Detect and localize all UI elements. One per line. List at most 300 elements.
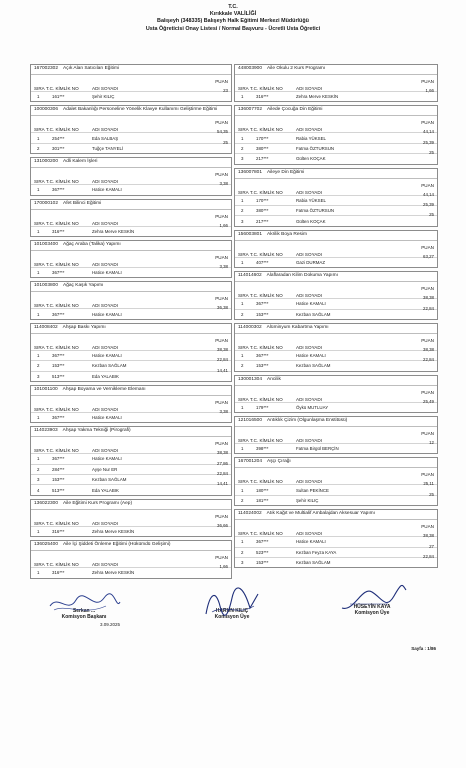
- cell-puan: 23: [223, 88, 228, 93]
- cell-tc: 153***: [256, 363, 269, 369]
- table-header: [31, 400, 231, 412]
- course-code: 136007801: [238, 169, 263, 175]
- cell-sira: 1: [37, 270, 40, 276]
- course-box: [30, 157, 232, 195]
- course-box: [234, 230, 438, 268]
- header-puan: PUAN: [215, 296, 228, 302]
- cell-name: Zehra Merve KESKİN: [296, 94, 339, 100]
- course-code: 101001100: [34, 386, 58, 392]
- table-header: [235, 120, 437, 135]
- cell-puan: 54,35: [217, 129, 228, 135]
- cell-tc: 170***: [256, 135, 269, 141]
- course-box: [30, 64, 232, 102]
- table-row: [235, 201, 437, 218]
- cell-puan: 38,38: [423, 295, 434, 301]
- cell-tc: 316***: [52, 228, 65, 234]
- course-box: [234, 375, 438, 413]
- cell-name: Zehra Merve KESKİN: [92, 570, 135, 576]
- cell-name: Şehir KILIÇ: [92, 94, 115, 100]
- cell-tc: 180***: [256, 487, 269, 493]
- course-name: Akrilik Boya Resim: [267, 231, 307, 237]
- table-row: [31, 471, 231, 487]
- cell-sira: 1: [37, 529, 40, 535]
- table-header: [31, 255, 231, 267]
- cell-tc: 153***: [52, 363, 65, 369]
- cell-sira: 2: [241, 145, 244, 151]
- header-tc: T.C. KİMLİK NO: [250, 531, 283, 537]
- header-tc: T.C. KİMLİK NO: [46, 520, 79, 526]
- course-code: 114000302: [238, 324, 262, 330]
- course-box: [30, 323, 232, 382]
- header-ad: ADI SOYADI: [296, 479, 322, 485]
- header-ad: ADI SOYADI: [92, 86, 118, 91]
- course-title: [31, 427, 231, 437]
- cell-tc: 217***: [256, 156, 269, 162]
- course-name: Afet Bilinci Eğitimi: [63, 200, 102, 206]
- header-tc: T.C. KİMLİK NO: [250, 344, 283, 350]
- header-ad: ADI SOYADI: [92, 520, 118, 526]
- cell-puan: 12: [429, 440, 434, 446]
- cell-sira: 1: [37, 228, 40, 234]
- course-name: Ağaç Araba (Talika) Yapımı: [63, 241, 121, 247]
- course-code: 114014602: [238, 273, 262, 279]
- course-name: Aileye Din Eğitimi: [267, 169, 305, 175]
- course-code: 448003900: [238, 66, 263, 71]
- course-title: [31, 282, 231, 292]
- signature-member-1: [192, 596, 272, 620]
- cell-sira: 3: [37, 477, 40, 483]
- header-tc: T.C. KİMLİK NO: [46, 220, 79, 226]
- cell-name: Kezban SAĞLAM: [296, 560, 331, 566]
- header-ad: ADI SOYADI: [296, 344, 322, 350]
- course-title: [235, 458, 437, 468]
- header-ad: ADI SOYADI: [296, 86, 322, 91]
- cell-tc: 316***: [256, 94, 269, 100]
- cell-puan: 44,14: [423, 191, 434, 197]
- cell-puan: 25,11: [423, 481, 434, 487]
- course-box: [30, 540, 232, 578]
- table-header: [235, 338, 437, 350]
- course-title: [31, 324, 231, 334]
- table-row: [31, 481, 231, 494]
- header-puan: PUAN: [215, 213, 228, 219]
- course-code: 114008402: [34, 324, 58, 330]
- table-header: [235, 79, 437, 91]
- cell-puan: 25,49: [423, 398, 434, 404]
- cell-name: Eda YALABIK: [92, 373, 119, 379]
- cell-sira: 1: [37, 135, 40, 141]
- course-title: [31, 541, 231, 551]
- cell-sira: 2: [37, 363, 40, 369]
- cell-name: Gazi DURMAZ: [296, 259, 326, 265]
- course-box: [234, 457, 438, 506]
- header-tc: T.C. KİMLİK NO: [250, 251, 283, 257]
- cell-sira: 3: [241, 560, 244, 566]
- header-line-1: T.C.: [228, 4, 238, 10]
- header-tc: T.C. KİMLİK NO: [250, 293, 283, 299]
- cell-sira: 2: [241, 208, 244, 214]
- header-line-3: Balışeyh (348335) Balışeyh Halk Eğitimi Merkezi Müdürlüğü: [157, 18, 309, 25]
- header-puan: PUAN: [215, 172, 228, 178]
- signature-icon: [332, 582, 412, 616]
- header-sira: SIRA: [34, 520, 45, 526]
- course-name: Alaflaradan Kilim Dokuma Yapımı: [266, 273, 338, 279]
- header-sira: SIRA: [34, 303, 45, 309]
- cell-puan: 3,38: [219, 263, 228, 269]
- course-box: [30, 281, 232, 319]
- table-row: [235, 139, 437, 156]
- cell-sira: 1: [37, 352, 40, 358]
- header-puan: PUAN: [421, 524, 434, 530]
- table-header: [31, 172, 231, 187]
- table-row: [235, 357, 437, 370]
- table-row: [235, 150, 437, 163]
- table-row: [31, 139, 231, 153]
- cell-tc: 367***: [52, 352, 65, 358]
- header-puan: PUAN: [215, 79, 228, 84]
- cell-tc: 367***: [256, 353, 269, 359]
- header-puan: PUAN: [215, 337, 228, 343]
- signature-member-1-name: HARUN KILIÇ: [215, 608, 249, 614]
- cell-tc: 513***: [52, 487, 65, 493]
- header-line-2: Kırıkkale VALİLİĞİ: [209, 11, 257, 18]
- header-ad: ADI SOYADI: [296, 251, 322, 257]
- course-box: [30, 385, 232, 423]
- header-sira: SIRA: [34, 448, 45, 454]
- cell-puan: 22,84: [423, 305, 434, 311]
- cell-puan: 1,66: [219, 564, 228, 570]
- course-title: [235, 376, 437, 386]
- cell-tc: 380***: [256, 145, 269, 151]
- cell-sira: 1: [241, 135, 244, 141]
- course-box: [30, 240, 232, 278]
- cell-puan: 3,38: [219, 181, 228, 187]
- cell-puan: 63,27: [423, 253, 434, 259]
- header-tc: T.C. KİMLİK NO: [46, 179, 79, 185]
- signature-chairman-role: Komisyon Başkanı: [61, 614, 107, 621]
- document-header: [0, 4, 466, 33]
- cell-sira: 1: [37, 456, 40, 462]
- course-code: 121016500: [238, 418, 263, 424]
- cell-tc: 181***: [256, 498, 269, 504]
- signature-icon: [192, 586, 272, 620]
- course-code: 100000306: [34, 107, 59, 113]
- cell-name: Hatice KAMALI: [92, 311, 122, 317]
- course-title: [31, 386, 231, 396]
- header-tc: T.C. KİMLİK NO: [46, 344, 79, 350]
- cell-name: Kezban SAĞLAM: [92, 477, 127, 483]
- cell-tc: 284***: [52, 466, 65, 472]
- cell-name: Kezban SAĞLAM: [296, 311, 331, 317]
- course-title: [31, 158, 231, 168]
- cell-sira: 1: [241, 539, 244, 545]
- cell-tc: 367***: [256, 301, 269, 307]
- signature-member-2: [332, 596, 412, 616]
- cell-sira: 1: [37, 415, 40, 421]
- page-number: Sayfa : 1/86: [411, 646, 436, 651]
- header-ad: ADI SOYADI: [92, 179, 118, 185]
- course-box: [234, 323, 438, 372]
- header-puan: PUAN: [421, 244, 434, 250]
- header-puan: PUAN: [215, 513, 228, 519]
- cell-tc: 254***: [52, 135, 65, 141]
- cell-puan: 27,86: [217, 460, 228, 466]
- cell-name: Tuğçe TANYELİ: [92, 145, 124, 151]
- header-puan: PUAN: [421, 337, 434, 343]
- cell-tc: 153***: [256, 560, 269, 566]
- course-title: [31, 200, 231, 210]
- cell-sira: 1: [241, 197, 244, 203]
- course-title: [235, 272, 437, 282]
- header-ad: ADI SOYADI: [296, 293, 322, 299]
- cell-name: Öykü MUTLUAY: [296, 404, 329, 410]
- cell-name: Hatice KAMALI: [92, 187, 122, 193]
- cell-sira: 1: [241, 446, 244, 452]
- header-sira: SIRA: [34, 261, 45, 267]
- table-row: [235, 491, 437, 505]
- cell-puan: 3,38: [219, 408, 228, 414]
- stamp-icon: [44, 592, 124, 621]
- course-title: [31, 241, 231, 251]
- course-title: [31, 500, 231, 510]
- table-header: [31, 296, 231, 311]
- cell-name: Hatice KAMALI: [296, 353, 326, 359]
- cell-sira: 3: [241, 218, 244, 224]
- course-name: Adli Kalem İşleri: [63, 159, 98, 165]
- course-code: 136007702: [238, 107, 263, 113]
- cell-sira: 1: [241, 404, 244, 410]
- header-tc: T.C. KİMLİK NO: [46, 303, 79, 309]
- course-name: Aile Okulu 2 Kurs Programı: [267, 66, 326, 71]
- header-tc: T.C. KİMLİK NO: [250, 396, 283, 402]
- cell-name: Hatice KAMALI: [92, 456, 122, 462]
- cell-puan: 14,41: [217, 367, 228, 373]
- cell-name: Fatma ÖZTURSUN: [296, 208, 335, 214]
- header-ad: ADI SOYADI: [296, 127, 322, 133]
- header-tc: T.C. KİMLİK NO: [46, 127, 79, 133]
- cell-name: Sultan PEKİNCE: [296, 487, 329, 493]
- cell-sira: 1: [37, 570, 40, 576]
- header-sira: SIRA: [238, 127, 249, 133]
- cell-puan: 44,14: [423, 129, 434, 135]
- course-box: [234, 64, 438, 102]
- cell-sira: 2: [241, 549, 244, 555]
- cell-puan: 25: [429, 212, 434, 218]
- header-puan: PUAN: [421, 182, 434, 188]
- course-name: Ahşap Baskı Yapımı: [62, 324, 106, 330]
- cell-tc: 217***: [256, 218, 269, 224]
- header-tc: T.C. KİMLİK NO: [46, 86, 79, 91]
- cell-puan: 22,84: [423, 357, 434, 363]
- left-column: [30, 64, 232, 582]
- cell-puan: 38,38: [217, 346, 228, 352]
- cell-puan: 22,84: [423, 554, 434, 560]
- course-box: [30, 199, 232, 237]
- course-name: Aile İçi Şiddeti Önleme Eğitimi (Hükümdü Gelişimi): [63, 542, 171, 548]
- table-row: [31, 367, 231, 381]
- cell-name: Ayşe Nur ER: [92, 466, 118, 472]
- cell-name: Hatice KAMALI: [296, 301, 326, 307]
- header-sira: SIRA: [238, 396, 249, 402]
- header-tc: T.C. KİMLİK NO: [250, 86, 283, 91]
- header-ad: ADI SOYADI: [92, 261, 118, 267]
- header-puan: PUAN: [421, 431, 434, 437]
- cell-name: Gülten KOÇAK: [296, 218, 326, 224]
- header-tc: T.C. KİMLİK NO: [250, 189, 283, 195]
- course-code: 101003400: [34, 241, 59, 247]
- cell-sira: 1: [37, 187, 40, 193]
- course-code: 131000200: [34, 159, 59, 165]
- header-sira: SIRA: [238, 251, 249, 257]
- header-sira: SIRA: [34, 220, 45, 226]
- course-title: [235, 510, 437, 520]
- header-ad: ADI SOYADI: [92, 220, 118, 226]
- course-code: 114023903: [34, 428, 58, 434]
- course-code: 114024002: [238, 511, 262, 517]
- course-code: 101003800: [34, 283, 59, 289]
- cell-puan: 14,41: [217, 481, 228, 487]
- cell-puan: 25: [429, 150, 434, 156]
- course-title: [235, 324, 437, 334]
- table-header: [235, 390, 437, 402]
- right-column: [234, 64, 438, 571]
- course-code: 136025400: [34, 542, 59, 548]
- table-row: [235, 212, 437, 225]
- header-sira: SIRA: [34, 344, 45, 350]
- cell-sira: 2: [241, 311, 244, 317]
- header-sira: SIRA: [34, 127, 45, 133]
- cell-sira: 1: [37, 94, 40, 100]
- cell-tc: 316***: [52, 570, 65, 576]
- course-name: Antıklık Çizim (Olgunlaşma Enstitüsü): [267, 418, 348, 424]
- cell-sira: 1: [241, 353, 244, 359]
- cell-tc: 407***: [256, 259, 269, 265]
- cell-puan: 1,66: [219, 222, 228, 228]
- cell-name: Gülten KOÇAK: [296, 156, 326, 162]
- cell-name: Zehra Merve KESKİN: [92, 228, 135, 234]
- cell-name: Hatice KAMALI: [92, 352, 122, 358]
- cell-puan: 22,84: [217, 471, 228, 477]
- header-tc: T.C. KİMLİK NO: [46, 448, 79, 454]
- header-ad: ADI SOYADI: [92, 303, 118, 309]
- header-sira: SIRA: [34, 86, 45, 91]
- cell-name: Kezban SAĞLAM: [296, 363, 331, 369]
- header-puan: PUAN: [421, 286, 434, 292]
- signature-chairman-name: Serkan ...: [72, 608, 96, 614]
- cell-puan: 25,39: [423, 201, 434, 207]
- table-header: [31, 338, 231, 350]
- course-name: Ancilik: [267, 376, 281, 382]
- cell-puan: 1,66: [425, 88, 434, 93]
- table-header: [31, 555, 231, 570]
- cell-tc: 153***: [52, 477, 65, 483]
- course-code: 170000102: [34, 200, 59, 206]
- table-header: [31, 79, 231, 91]
- course-box: [30, 426, 232, 496]
- header-ad: ADI SOYADI: [296, 189, 322, 195]
- signature-member-2-role: Komisyon Üye: [354, 610, 390, 617]
- header-puan: PUAN: [215, 120, 228, 126]
- cell-name: Rabia YÜKSEL: [296, 197, 326, 203]
- cell-name: Eda YALABIK: [92, 487, 119, 493]
- header-sira: SIRA: [238, 293, 249, 299]
- course-box: [234, 416, 438, 454]
- course-name: Aile Eğitimi Kurs Programı (Aep): [63, 500, 133, 506]
- cell-sira: 1: [241, 301, 244, 307]
- table-header: [235, 472, 437, 487]
- course-name: Adalet Bakanlığı Personeline Yönelik Klavye Kullanımı Geliştirme Eğitimi: [63, 107, 218, 113]
- header-tc: T.C. KİMLİK NO: [46, 406, 79, 412]
- course-box: [234, 105, 438, 164]
- signature-member-2-name: HÜSEYİN KAYA: [353, 604, 391, 610]
- course-title: [235, 169, 437, 179]
- signature-chairman: [44, 596, 124, 620]
- table-row: [235, 543, 437, 560]
- cell-puan: 38,38: [217, 450, 228, 456]
- header-puan: PUAN: [215, 399, 228, 405]
- course-name: Ağaç Kaşık Yapımı: [63, 283, 104, 289]
- cell-puan: 38,38: [423, 533, 434, 539]
- header-ad: ADI SOYADI: [296, 438, 322, 444]
- course-box: [234, 271, 438, 320]
- table-header: [31, 514, 231, 526]
- cell-tc: 316***: [52, 529, 65, 535]
- table-header: [31, 120, 231, 135]
- header-sira: SIRA: [238, 86, 249, 91]
- cell-sira: 3: [37, 373, 40, 379]
- course-name: Ahşap Boyama ve Vernikleme Elemanı: [62, 386, 146, 392]
- header-tc: T.C. KİMLİK NO: [46, 261, 79, 267]
- cell-name: Kezban SAĞLAM: [92, 363, 127, 369]
- cell-tc: 179***: [256, 404, 269, 410]
- header-ad: ADI SOYADI: [92, 406, 118, 412]
- course-title: [235, 231, 437, 241]
- cell-sira: 1: [241, 487, 244, 493]
- cell-name: Şehir KILIÇ: [296, 498, 319, 504]
- header-sira: SIRA: [238, 189, 249, 195]
- course-title: [235, 106, 437, 116]
- cell-tc: 170***: [256, 197, 269, 203]
- cell-name: Fatma ÖZTURSUN: [296, 145, 335, 151]
- header-ad: ADI SOYADI: [92, 127, 118, 133]
- cell-name: Hatice KAMALI: [92, 415, 122, 421]
- header-tc: T.C. KİMLİK NO: [250, 479, 283, 485]
- course-name: Ailede Çocuğa Din Eğitimi: [267, 107, 323, 113]
- header-sira: SIRA: [238, 479, 249, 485]
- course-name: Atık Kağıt ve Multialif Ambalajdan Aksesuar Yapımı: [266, 511, 375, 517]
- cell-name: Fatma Birgül BERÇİN: [296, 446, 339, 452]
- cell-tc: 367***: [52, 311, 65, 317]
- course-box: [234, 509, 438, 568]
- cell-name: Hatice KAMALI: [92, 270, 122, 276]
- cell-puan: 25: [429, 491, 434, 497]
- cell-sira: 1: [37, 311, 40, 317]
- course-code: 136022300: [34, 500, 59, 506]
- header-puan: PUAN: [215, 555, 228, 561]
- header-tc: T.C. KİMLİK NO: [250, 438, 283, 444]
- table-header: [235, 431, 437, 446]
- cell-puan: 36,38: [217, 305, 228, 311]
- cell-name: Rabia YÜKSEL: [296, 135, 326, 141]
- cell-sira: 2: [241, 498, 244, 504]
- table-header: [31, 214, 231, 226]
- header-tc: T.C. KİMLİK NO: [250, 127, 283, 133]
- cell-tc: 367***: [256, 539, 269, 545]
- header-line-4: Usta Öğreticisi Onay Listesi / Normal Başvuru - Ücretli Usta Öğretici: [145, 25, 321, 32]
- header-ad: ADI SOYADI: [296, 396, 322, 402]
- cell-puan: 25: [223, 139, 228, 145]
- cell-tc: 367***: [52, 187, 65, 193]
